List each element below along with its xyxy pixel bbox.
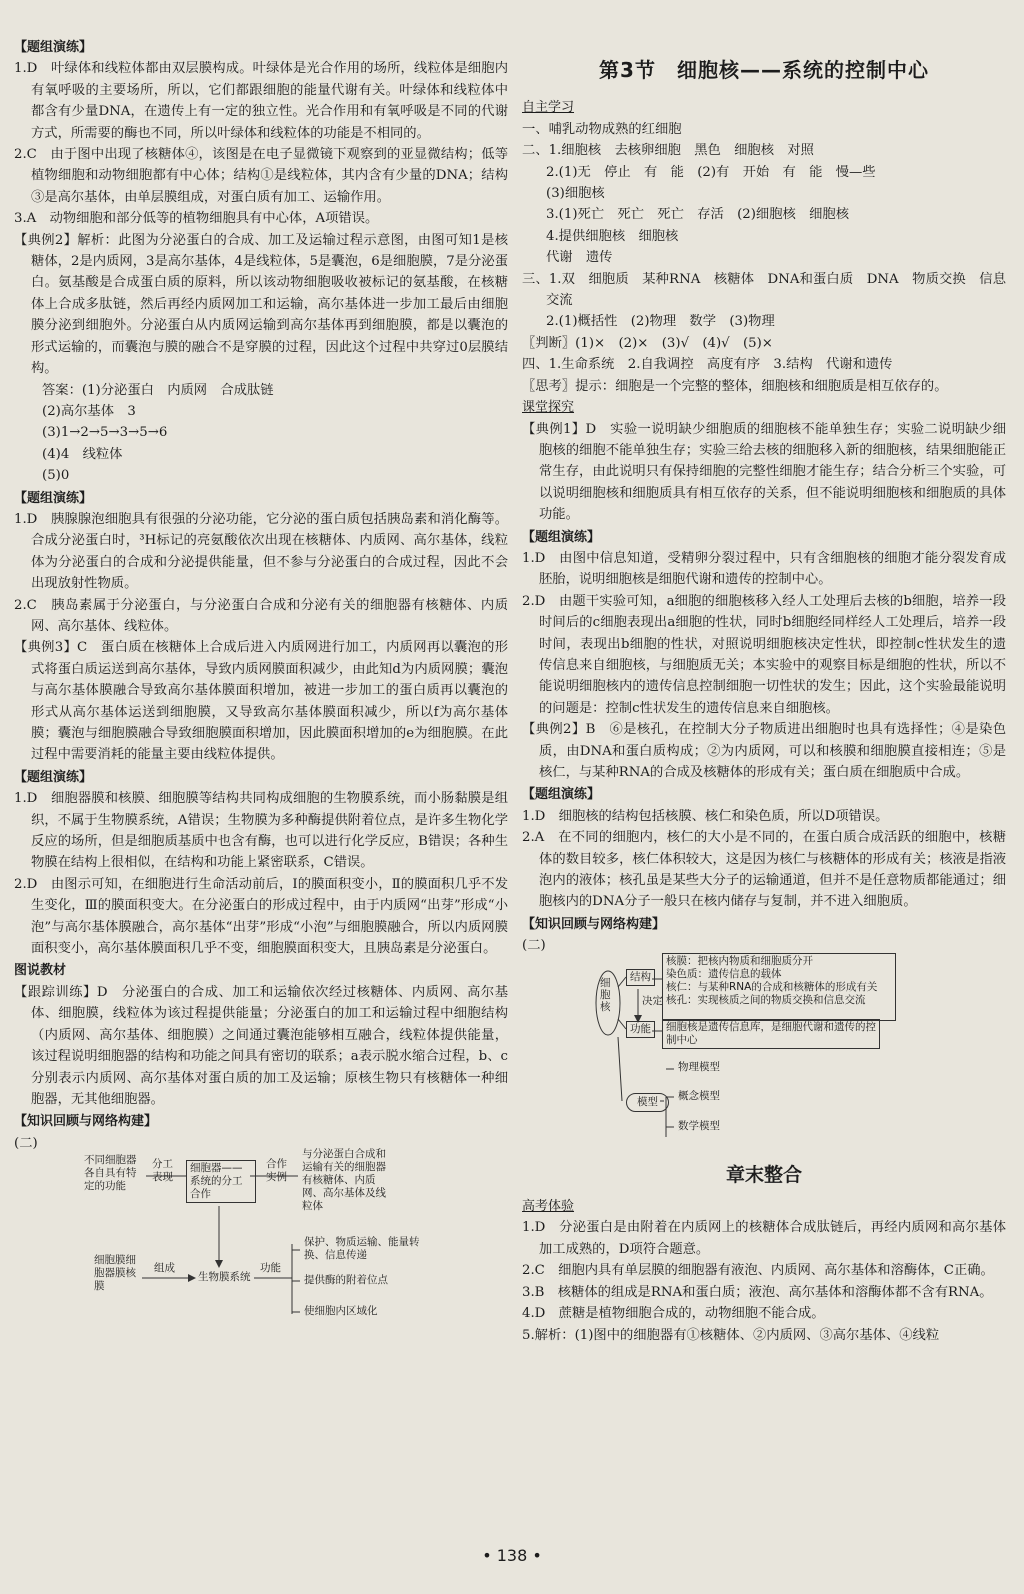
left-item-1-1: 1.D 叶绿体和线粒体都由双层膜构成。叶绿体是光合作用的场所，线粒体是细胞内有氧呼吸的主要场所，所以，它们都跟细胞的能量代谢有关。叶绿体和线粒体中都含有少量DNA，在遗传上有一定的独立性。光合作用和有氧呼吸是不同的代谢方式，所需要的酶也不同，所以叶绿体和线粒体的功能是不相同的。 bbox=[14, 61, 508, 141]
left-item-1-2: 2.C 由于图中出现了核糖体④，该图是在电子显微镜下观察到的亚显微结构；低等植物细胞和动物细胞都有中心体；结构①是线粒体，其内含有少量的DNA；结构③是高尔基体，由单层膜组成，对蛋白质有加工、运输作用。 bbox=[14, 147, 508, 205]
left-item-1-3: 3.A 动物细胞和部分低等的植物细胞具有中心体，A项错误。 bbox=[14, 211, 379, 227]
left-item-3-1: 1.D 细胞器膜和核膜、细胞膜等结构共同构成细胞的生物膜系统，而小肠黏膜是组织，不属于生物膜系统，A错误；生物膜为多种酶提供附着位点，是许多生物化学反应的场所，但是细胞质基质中也含有酶，也可以进行化学反应，B错误；各种生物膜在结构上很相似，在结构和功能上紧密联系，C错误。 bbox=[14, 791, 508, 871]
right-example-2: 【典例2】B ⑥是核孔，在控制大分子物质进出细胞时也具有选择性；④是染色质，由DNA和蛋白质构成；②为内质网，可以和核膜和细胞膜直接相连；⑤是核仁，与某种RNA的合成及核糖体的形成有关；蛋白质在细胞质中合成。 bbox=[522, 722, 1006, 780]
left-item-3-2: 2.D 由图示可知，在细胞进行生命活动前后，Ⅰ的膜面积变小，Ⅱ的膜面积几乎不发生变化，Ⅲ的膜面积变大。在分泌蛋白的形成过程中，由于内质网“出芽”形成“小泡”与高尔基体膜融合，高尔基体“出芽”形成“小泡”与细胞膜融合，所以内质网膜面积变小，高尔基体膜面积几乎不变，细胞膜面积变大，且胰岛素是分泌蛋白。 bbox=[14, 876, 508, 957]
diagram-function-2: 提供酶的附着位点 bbox=[304, 1274, 388, 1287]
left-example-2: 【典例2】解析：此图为分泌蛋白的合成、加工及运输过程示意图，由图可知1是核糖体，2是内质网，3是高尔基体，4是线粒体，5是囊泡，6是细胞膜，7是分泌蛋白。氨基酸是合成蛋白质的原料，所以该动物细胞吸收被标记的氨基酸，在核糖体上合成多肽链，然后再经内质网加工和运输，高尔基体进一步加工最后由细胞膜分泌到细胞外。分泌蛋白从内质网运输到高尔基体再到细胞膜，都是以囊泡的形式运输的，而囊泡与膜的融合不是穿膜的过程，因此这个过程中共穿过0层膜结构。 bbox=[14, 232, 508, 377]
page-number: • 138 • bbox=[482, 1546, 542, 1565]
right-item-1-2: 2.D 由题干实验可知，a细胞的细胞核移入经人工处理后去核的b细胞，培养一段时间后的c细胞表现出a细胞的性状，同时b细胞经同样经人工处理后，培养一段时间，表现出b细胞的性状，对照说明细胞核决定性状，即控制c性状发生的遗传信息来自细胞核，与细胞质无关；本实验中的观察目标是细胞的性状，所以不能说明细胞核内的遗传信息控制细胞一切性状的发生；因此，这个实验最能说明的问题是：控制c性状发生的遗传信息来自细胞核。 bbox=[522, 593, 1006, 716]
left-example-3: 【典例3】C 蛋白质在核糖体上合成后进入内质网进行加工，内质网再以囊泡的形式将蛋白质运送到高尔基体，导致内质网膜面积减少，由此知d为内质网膜；囊泡与高尔基体膜融合导致高尔基体膜面积增加，被进一步加工的蛋白质再以囊泡的形式从高尔基体运送到细胞膜，又导致高尔基体膜面积减少，所以f为高尔基体膜；囊泡与细胞膜融合导致细胞膜面积增加，因此膜面积增加的e为细胞膜。在此过程中需要消耗的能量主要由线粒体提供。 bbox=[14, 640, 508, 763]
self-study-line-6: 4.提供细胞核 细胞核 bbox=[546, 228, 679, 244]
self-study-line-9: 2.(1)概括性 (2)物理 数学 (3)物理 bbox=[546, 314, 775, 330]
exam-item-3: 3.B 核糖体的组成是RNA和蛋白质；液泡、高尔基体和溶酶体都不含有RNA。 bbox=[522, 1284, 993, 1300]
left-heading-5: 【知识回顾与网络构建】 bbox=[14, 1114, 158, 1130]
right-heading-3: 【知识回顾与网络构建】 bbox=[522, 916, 666, 932]
diagram-model-oval: 模型 bbox=[626, 1093, 669, 1112]
diagram-function-detail: 细胞核是遗传信息库，是细胞代谢和遗传的控制中心 bbox=[662, 1019, 880, 1049]
diagram-division-label: 分工表现 bbox=[152, 1158, 173, 1184]
self-study-line-5: 3.(1)死亡 死亡 死亡 存活 (2)细胞核 细胞核 bbox=[546, 207, 849, 223]
answer-line-2: (2)高尔基体 3 bbox=[42, 403, 136, 419]
diagram-specific-functions: 不同细胞器各自具有特定的功能 bbox=[84, 1154, 137, 1193]
right-column bbox=[522, 36, 1006, 1346]
right-item-2-2: 2.A 在不同的细胞内，核仁的大小是不同的，在蛋白质合成活跃的细胞中，核糖体的数目较多，核仁体积较大，这是因为核仁与核糖体的形成有关；核液是指液泡内的液体；核孔虽是某些大分子的运输通道，但并不是任意物质都能通过；细胞核内的DNA分子一般只在核内储存与复制，并不进入细胞质。 bbox=[522, 830, 1006, 910]
left-item-2-1: 1.D 胰腺腺泡细胞具有很强的分泌功能，它分泌的蛋白质包括胰岛素和消化酶等。合成分泌蛋白时，³H标记的亮氨酸依次出现在核糖体、内质网、高尔基体，线粒体为分泌蛋白的合成和分泌提供能量，但不参与分泌蛋白的合成过程，因此不会出现放射性物质。 bbox=[14, 511, 508, 592]
diagram-model-2: 概念模型 bbox=[678, 1089, 720, 1102]
exam-item-4: 4.D 蔗糖是植物细胞合成的，动物细胞不能合成。 bbox=[522, 1306, 825, 1322]
self-study-line-7: 代谢 遗传 bbox=[546, 250, 613, 266]
diagram-biomembrane-system: 生物膜系统 bbox=[198, 1271, 251, 1284]
diagram-function-box: 功能 bbox=[626, 1021, 655, 1038]
self-study-line-11: 四、1.生命系统 2.自我调控 高度有序 3.结构 代谢和遗传 bbox=[522, 357, 893, 373]
left-heading-2: 【题组演练】 bbox=[14, 490, 93, 506]
diagram-structure-details bbox=[662, 953, 896, 1021]
self-study-line-2: 二、1.细胞核 去核卵细胞 黑色 细胞核 对照 bbox=[522, 143, 814, 159]
left-heading-4: 图说教材 bbox=[14, 963, 67, 979]
diagram-structure-4: 核孔：实现核质之间的物质交换和信息交流 bbox=[666, 993, 866, 1006]
nucleus-diagram bbox=[522, 954, 1006, 1153]
classroom-heading: 课堂探究 bbox=[522, 400, 575, 416]
self-study-line-1: 一、哺乳动物成熟的红细胞 bbox=[522, 121, 682, 137]
diagram-structure-2: 染色质：遗传信息的载体 bbox=[666, 967, 782, 980]
right-item-2-1: 1.D 细胞核的结构包括核膜、核仁和染色质，所以D项错误。 bbox=[522, 808, 889, 824]
left-item-2-2: 2.C 胰岛素属于分泌蛋白，与分泌蛋白合成和分泌有关的细胞器有核糖体、内质网、高尔基体、线粒体。 bbox=[14, 597, 508, 634]
right-heading-1: 【题组演练】 bbox=[522, 529, 601, 545]
tracking-training: 【跟踪训练】D 分泌蛋白的合成、加工和运输依次经过核糖体、内质网、高尔基体、细胞膜，线粒体为该过程提供能量；分泌蛋白的加工和运输过程中细胞结构（内质网、高尔基体、细胞膜）之间通过囊泡能够相互融合，线粒体提供能量，该过程说明细胞器的结构和功能之间具有密切的联系；a表示脱水缩合过程，b、c分别表示内质网、高尔基体对蛋白质的加工及运输；原核生物只有核糖体一种细胞器，无其他细胞器。 bbox=[14, 984, 508, 1107]
biomembrane-diagram bbox=[14, 1148, 508, 1334]
answer-line-3: (3)1→2→5→3→5→6 bbox=[42, 425, 168, 441]
diagram-model-1: 物理模型 bbox=[678, 1060, 720, 1073]
exam-item-2: 2.C 细胞内具有单层膜的细胞器有液泡、内质网、高尔基体和溶酶体，C正确。 bbox=[522, 1263, 994, 1279]
exam-experience-heading: 高考体验 bbox=[522, 1199, 575, 1215]
chapter-summary-title: 章末整合 bbox=[725, 1163, 802, 1186]
diagram-model-3: 数学模型 bbox=[678, 1119, 720, 1132]
diagram-nucleus-oval-label: 细胞核 bbox=[600, 976, 611, 1013]
left-heading-5-sub: (二) bbox=[14, 1135, 38, 1151]
answer-line-1: 答案：(1)分泌蛋白 内质网 合成肽链 bbox=[42, 382, 274, 398]
self-study-line-8: 三、1.双 细胞质 某种RNA 核糖体 DNA和蛋白质 DNA 物质交换 信息交流 bbox=[522, 271, 1006, 309]
diagram-organelle-cooperation-box: 细胞器——系统的分工合作 bbox=[186, 1160, 256, 1203]
diagram-function-label: 功能 bbox=[260, 1262, 281, 1275]
section-title: 第3节 细胞核——系统的控制中心 bbox=[599, 58, 929, 82]
right-heading-3-sub: (二) bbox=[522, 938, 546, 954]
self-study-line-3: 2.(1)无 停止 有 能 (2)有 开始 有 能 慢—些 bbox=[546, 164, 876, 180]
diagram-function-1: 保护、物质运输、能量转换、信息传递 bbox=[304, 1236, 420, 1262]
exam-item-5: 5.解析：(1)图中的细胞器有①核糖体、②内质网、③高尔基体、④线粒 bbox=[522, 1327, 940, 1343]
left-heading-1: 【题组演练】 bbox=[14, 40, 93, 55]
self-study-heading: 自主学习 bbox=[522, 100, 575, 116]
thinking-line: 〖思考〗提示：细胞是一个完整的整体，细胞核和细胞质是相互依存的。 bbox=[522, 378, 948, 394]
diagram-cooperation-label: 合作实例 bbox=[266, 1158, 287, 1184]
answer-line-4: (4)4 线粒体 bbox=[42, 446, 123, 462]
left-heading-3: 【题组演练】 bbox=[14, 769, 93, 785]
judgement-line: 〖判断〗(1)× (2)× (3)√ (4)√ (5)× bbox=[522, 335, 773, 351]
diagram-function-3: 使细胞内区域化 bbox=[304, 1305, 378, 1318]
right-heading-2: 【题组演练】 bbox=[522, 787, 601, 803]
diagram-structure-box: 结构 bbox=[626, 969, 655, 986]
left-column bbox=[14, 36, 508, 1334]
self-study-line-4: (3)细胞核 bbox=[546, 186, 605, 202]
diagram-compose-label: 组成 bbox=[154, 1262, 175, 1275]
right-item-1-1: 1.D 由图中信息知道，受精卵分裂过程中，只有含细胞核的细胞才能分裂发育成胚胎，说明细胞核是细胞代谢和遗传的控制中心。 bbox=[522, 550, 1006, 588]
diagram-structure-1: 核膜：把核内物质和细胞质分开 bbox=[666, 954, 813, 967]
diagram-secretory-organelles: 与分泌蛋白合成和运输有关的细胞器有核糖体、内质网、高尔基体及线粒体 bbox=[302, 1148, 386, 1213]
diagram-decide-label: 决定 bbox=[642, 994, 663, 1007]
diagram-structure-3: 核仁：与某种RNA的合成和核糖体的形成有关 bbox=[666, 980, 878, 993]
diagram-membranes: 细胞膜细胞器膜核膜 bbox=[94, 1254, 136, 1293]
right-example-1: 【典例1】D 实验一说明缺少细胞质的细胞核不能单独生存；实验二说明缺少细胞核的细胞不能单独生存；实验三给去核的细胞移入新的细胞核，结果细胞能正常生存，由此说明只有保持细胞的完整性细胞才能生存；结合分析三个实验，可以说明细胞核和细胞质具有相互依存的关系，但不能说明细胞核和细胞质的具体功能。 bbox=[522, 421, 1006, 523]
answer-line-5: (5)0 bbox=[42, 468, 70, 484]
exam-item-1: 1.D 分泌蛋白是由附着在内质网上的核糖体合成肽链后，再经内质网和高尔基体加工成熟的，D项符合题意。 bbox=[522, 1220, 1006, 1257]
